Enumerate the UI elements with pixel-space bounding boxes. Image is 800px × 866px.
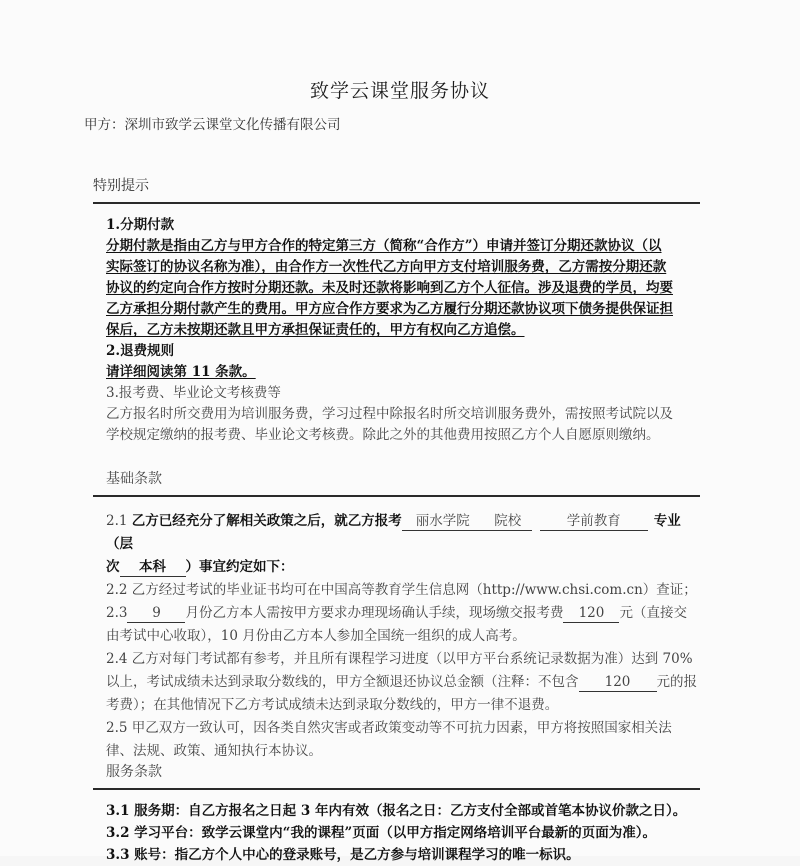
fee-field: 120 [579,673,657,692]
service-terms-heading: 服务条款 [106,764,162,780]
installment-line: 分期付款是指由乙方与甲方合作的特定第三方（简称“合作方”）申请并签订分期还款协议（以 [106,238,662,254]
clause-2-2: 2.2 乙方经过考试的毕业证书均可在中国高等教育学生信息网（http://www.chsi.com.cn）查证； [106,582,697,598]
clause-2-5-line2: 律、法规、政策、通知执行本协议。 [106,743,322,759]
installment-heading: 1.分期付款 [106,217,175,233]
clause-2-4-text: 以上，考试成绩未达到录取分数线的，甲方全额退还协议总金额（注释：不包含 [106,674,579,690]
clause-2-4-line3: 考费）；在其他情况下乙方考试成绩未达到录取分数线的，甲方一律不退费。 [106,697,559,713]
installment-line: 保后，乙方未按期还款且甲方承担保证责任的，甲方有权向乙方追偿。 [106,322,525,338]
fee-field: 120 [563,604,619,623]
refund-heading: 2.退费规则 [106,343,175,359]
clause-2-1 [106,510,706,556]
service-line: 3.1 服务期：自乙方报名之日起 3 年内有效（报名之日：乙方支付全部或首笔本协议价款之日）。 [106,803,687,819]
installment-line: 实际签订的协议名称为准），由合作方一次性代乙方向甲方支付培训服务费，乙方需按分期还款 [106,259,667,275]
section-divider [93,202,700,204]
clause-2-1-text: 乙方已经充分了解相关政策之后，就乙方报考 [131,513,402,529]
refund-text: 请详细阅读第 11 条款。 [106,364,256,380]
clause-2-3-text: 月份乙方本人需按甲方要求办理现场确认手续，现场缴交报考费 [185,605,564,621]
level-field: 本科 [120,558,186,577]
basic-terms-block [106,510,706,763]
clause-2-1-line2 [106,556,706,579]
clause-number: 2.1 [106,513,132,529]
section-divider [93,495,700,497]
major-suffix: 专业（层 [106,513,681,552]
special-notice-block [106,215,706,446]
clause-2-4-suffix: 元的报 [656,674,697,690]
service-terms-block [106,800,706,866]
clause-2-3-suffix: 元（直接交 [619,605,687,621]
fees-heading: 3.报考费、毕业论文考核费等 [106,385,281,401]
installment-line: 乙方承担分期付款产生的费用。甲方应合作方要求为乙方履行分期还款协议项下债务提供保证担 [106,301,673,317]
installment-line: 协议的约定向合作方按时分期还款。未及时还款将影响到乙方个人征信。涉及退费的学员，均要 [106,280,673,296]
clause-2-3 [106,602,706,625]
document-title: 致学云课堂服务协议 [309,80,490,102]
fees-line: 乙方报名时所交费用为培训服务费，学习过程中除报名时所交培训服务费外，需按照考试院以及 [106,406,673,422]
school-suffix: 院校 [484,512,532,531]
level-prefix: 次 [106,559,120,575]
major-field: 学前教育 [540,512,648,531]
fees-line: 学校规定缴纳的报考费、毕业论文考核费。除此之外的其他费用按照乙方个人自愿原则缴纳。 [106,427,660,443]
month-field: 9 [127,604,185,623]
clause-2-4-line1: 2.4 乙方对每门考试都有参考，并且所有课程学习进度（以甲方平台系统记录数据为准）达到 70% [106,651,693,667]
basic-terms-heading: 基础条款 [106,471,162,487]
level-suffix: ）事宜约定如下： [185,559,294,575]
clause-number: 2.3 [106,605,128,621]
clause-2-4-line2 [106,671,706,694]
school-field: 丽水学院 [402,512,484,531]
clause-2-3-line2: 由考试中心收取），10 月份由乙方本人参加全国统一组织的成人高考。 [106,628,526,644]
clause-2-5-line1: 2.5 甲乙双方一致认可，因各类自然灾害或者政策变动等不可抗力因素，甲方将按照国家相关法 [106,720,672,736]
service-line: 3.2 学习平台：致学云课堂内“我的课程”页面（以甲方指定网络培训平台最新的页面为准）。 [106,825,656,841]
special-notice-heading: 特别提示 [93,178,149,194]
party-a: 甲方：深圳市致学云课堂文化传播有限公司 [84,117,341,133]
service-line: 3.3 账号：指乙方个人中心的登录账号，是乙方参与培训课程学习的唯一标识。 [106,847,580,863]
section-divider [93,788,700,790]
